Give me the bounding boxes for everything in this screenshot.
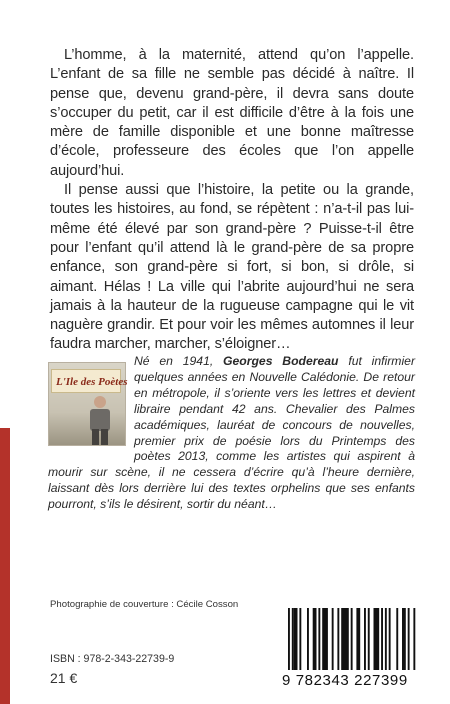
barcode-bar — [385, 608, 387, 670]
spine-color-bar — [0, 428, 10, 704]
barcode-bar — [288, 608, 290, 670]
author-biography — [48, 354, 415, 513]
barcode-bar — [364, 608, 366, 670]
barcode-bar — [341, 608, 349, 670]
barcode-bar — [368, 608, 370, 670]
isbn: ISBN : 978-2-343-22739-9 — [50, 653, 175, 665]
barcode-bar — [408, 608, 410, 670]
price: 21 € — [50, 670, 78, 686]
author-name: Georges Bodereau — [223, 354, 339, 368]
barcode-bar — [313, 608, 317, 670]
barcode-bar — [351, 608, 353, 670]
barcode-bar — [396, 608, 398, 670]
isbn-barcode — [282, 608, 424, 692]
barcode-bar — [374, 608, 380, 670]
author-figure — [83, 393, 117, 445]
barcode-bar — [413, 608, 415, 670]
barcode-bar — [299, 608, 301, 670]
photo-banner — [51, 369, 128, 393]
barcode-bars — [282, 608, 424, 672]
back-cover-summary — [50, 46, 414, 355]
barcode-bar — [318, 608, 320, 670]
barcode-bar — [381, 608, 383, 670]
barcode-bar — [322, 608, 328, 670]
bio-intro: Né en 1941, — [134, 354, 224, 368]
barcode-bar — [294, 608, 298, 670]
barcode-bar — [292, 608, 294, 670]
barcode-bar — [389, 608, 391, 670]
barcode-bar — [307, 608, 309, 670]
barcode-bar — [356, 608, 360, 670]
barcode-bar — [337, 608, 339, 670]
barcode-bar — [402, 608, 406, 670]
author-photo — [48, 362, 126, 446]
summary-paragraph-1: L’homme, à la maternité, attend qu’on l’appelle. L’enfant de sa fille ne semble pas décidé à naître. Il pense que, devenu grand-père, il devra sans doute s’occuper du petit, car il est difficile d’être à la fois une mère de famille disponible et une bonne maîtresse d’école, professeure des écoles que l’on appelle aujourd’hui. — [50, 47, 414, 179]
summary-paragraph-2: Il pense aussi que l’histoire, la petite ou la grande, toutes les histoires, au fond, se répètent : n’a-t-il pas lui-même été élevé par son grand-père ? Puisse-t-il être pour l’enfant qu’il attend là le grand-père de sa propre enfance, son grand-père si fort, si bon, si drôle, si aimant. Hélas ! La ville qui l’abrite aujourd’hui ne sera jamais à la hauteur de la rugueuse campagne qui le vit naguère grandir. Et pour voir les mêmes automnes il leur faudra marcher, marcher, s’éloigner… — [50, 182, 414, 353]
svg-text:L'Ile des Poètes: L'Ile des Poètes — [56, 376, 128, 388]
bio-text: fut infirmier quelques années en Nouvelle Calédonie. De retour en métropole, il s’oriente vers les lettres et devient libraire pendant 42 ans. Chevalier des Palmes académiques, lauréat de concours de nouvelles, premier prix de poésie lors du Printemps des poètes 2013, comme les artistes qui aspirent à mourir sur scène, il ne cessera d’écrire qu’à l’heure dernière, laissant dès lors derrière lui des textes orphelins que ses enfants pourront, s’ils le désirent, sortir du néant… — [48, 354, 416, 512]
barcode-digits: 9 782343 227399 — [282, 672, 408, 689]
barcode-bar — [332, 608, 334, 670]
photo-credit: Photographie de couverture : Cécile Cosson — [50, 599, 239, 610]
